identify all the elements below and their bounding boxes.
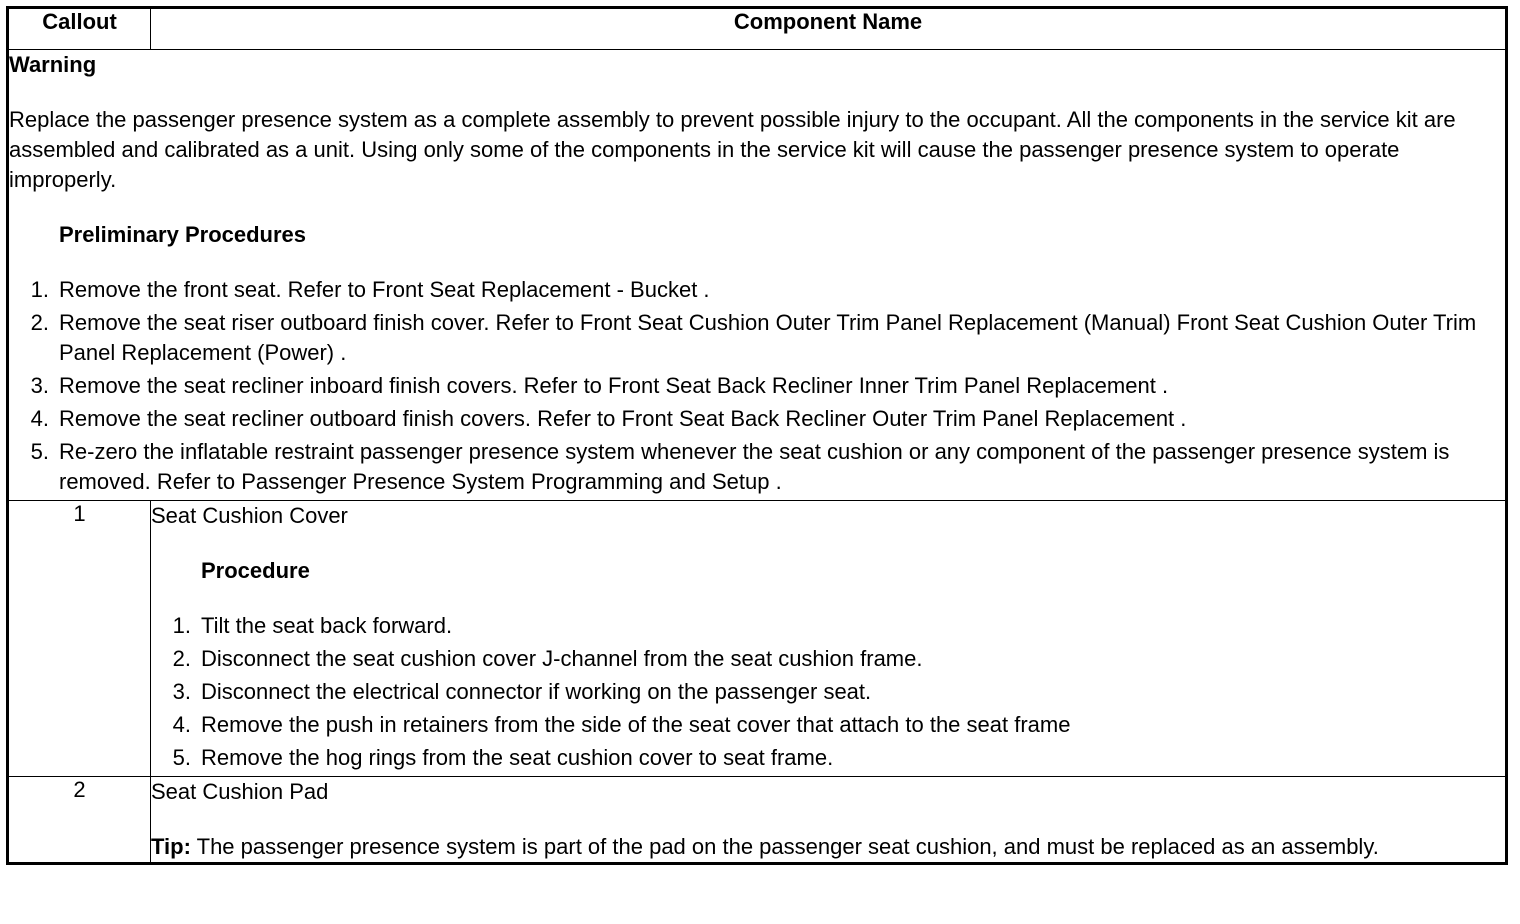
component-cell bbox=[151, 777, 1507, 864]
list-item: 2. Remove the seat riser outboard finish cover. Refer to Front Seat Cushion Outer Trim Panel Replacement (Manual) Front Seat Cushion Outer Trim Panel Replacement (Power) . bbox=[30, 310, 1477, 365]
component-name-header: Component Name bbox=[151, 8, 1507, 50]
list-item: 5. Remove the hog rings from the seat cushion cover to seat frame. bbox=[172, 745, 834, 770]
component-table bbox=[6, 6, 1508, 865]
tip-label: Tip: bbox=[151, 834, 191, 859]
list-item: 4. Remove the push in retainers from the side of the seat cover that attach to the seat frame bbox=[172, 712, 1071, 737]
preliminary-steps bbox=[9, 275, 1505, 497]
table-row bbox=[8, 501, 1507, 777]
warning-cell bbox=[8, 50, 1507, 501]
callout-number: 1 bbox=[8, 501, 151, 777]
callout-header: Callout bbox=[8, 8, 151, 50]
warning-text: Replace the passenger presence system as a complete assembly to prevent possible injury to the occupant. All the components in the service kit are assembled and calibrated as a unit. Using only some of the components in the service kit will cause the passenger presence system to operate improperly. bbox=[9, 107, 1456, 192]
component-name: Seat Cushion Cover bbox=[151, 503, 348, 528]
callout-number: 2 bbox=[8, 777, 151, 864]
procedure-steps bbox=[151, 611, 1505, 773]
list-item: 2. Disconnect the seat cushion cover J-channel from the seat cushion frame. bbox=[172, 646, 923, 671]
tip-text: Tip: The passenger presence system is part of the pad on the passenger seat cushion, and must be replaced as an assembly. bbox=[151, 834, 1379, 859]
component-name: Seat Cushion Pad bbox=[151, 779, 329, 804]
procedure-title: Procedure bbox=[201, 558, 310, 583]
list-item: 4. Remove the seat recliner outboard finish covers. Refer to Front Seat Back Recliner Outer Trim Panel Replacement . bbox=[30, 406, 1187, 431]
list-item: 1. Tilt the seat back forward. bbox=[172, 613, 453, 638]
list-item: 3. Disconnect the electrical connector if working on the passenger seat. bbox=[172, 679, 872, 704]
list-item: 1. Remove the front seat. Refer to Front Seat Replacement - Bucket . bbox=[30, 277, 710, 302]
table-row bbox=[8, 777, 1507, 864]
header-row bbox=[8, 8, 1507, 50]
preliminary-title: Preliminary Procedures bbox=[59, 222, 307, 247]
warning-title: Warning bbox=[9, 52, 97, 77]
list-item: 5. Re-zero the inflatable restraint passenger presence system whenever the seat cushion or any component of the passenger presence system is removed. Refer to Passenger Presence System Programming and Setup . bbox=[30, 439, 1450, 494]
warning-row bbox=[8, 50, 1507, 501]
list-item: 3. Remove the seat recliner inboard finish covers. Refer to Front Seat Back Recliner Inner Trim Panel Replacement . bbox=[30, 373, 1169, 398]
component-cell bbox=[151, 501, 1507, 777]
